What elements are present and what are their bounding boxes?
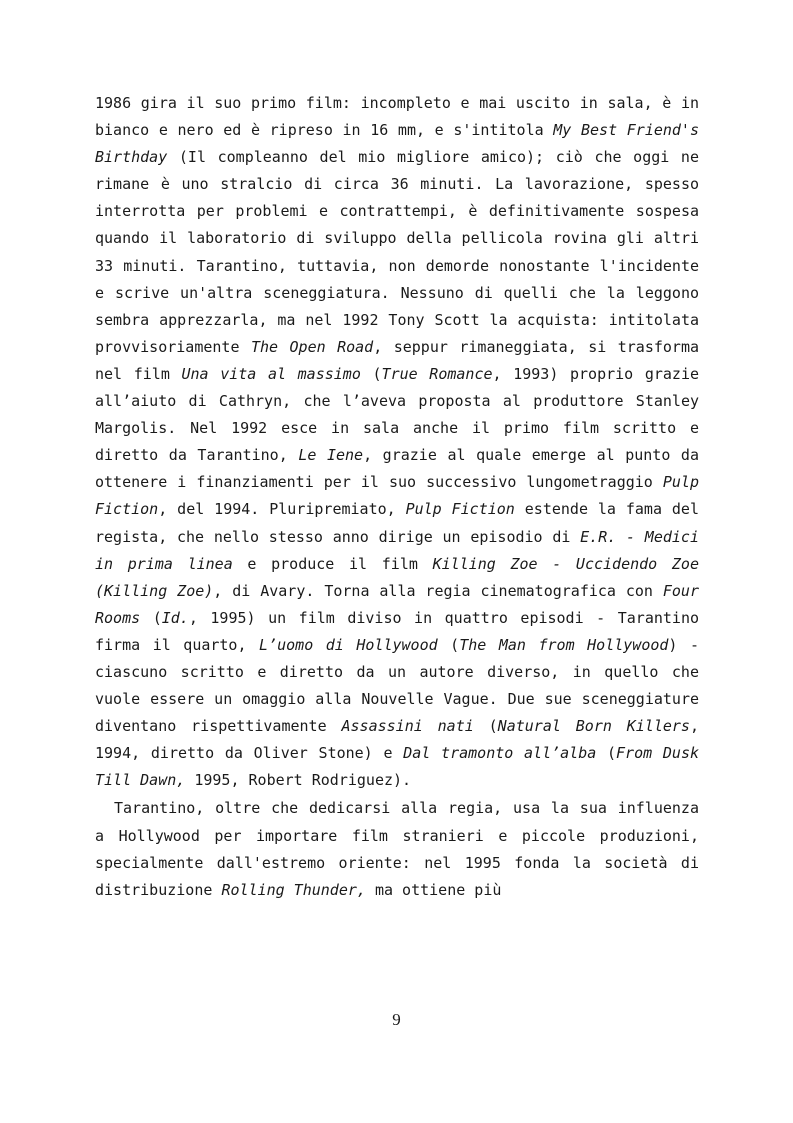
italic-text: Natural Born Killers (497, 717, 690, 736)
italic-text: My Best Friend's Birthday (95, 121, 699, 167)
text-run: , 1993) proprio grazie all’aiuto di Cathryn, che l’aveva proposta al produttore Stanley Margolis. Nel 1992 esce in sala anche il primo film scritto e diretto da Tarantino, (95, 364, 700, 465)
paragraph (95, 795, 699, 903)
page-number: 9 (392, 1010, 401, 1029)
text-run: ( (437, 635, 460, 654)
italic-text: Four Rooms (95, 581, 699, 627)
text-run: estende la fama del regista, che nello stesso anno dirige un episodio di (95, 500, 699, 546)
text-run: 1986 gira il suo primo film: incompleto e mai uscito in sala, è in bianco e nero ed è ripreso in 16 mm, e s'intitola (95, 94, 699, 140)
italic-text: L’uomo di Hollywood (259, 635, 438, 654)
text-run: ( (140, 608, 162, 627)
text-run: (Il compleanno del mio migliore amico); ciò che oggi ne rimane è uno stralcio di circa 36 minuti. La lavorazione, spesso interrotta per problemi e contrattempi, è definitivamente sospesa quando il laboratorio di sviluppo della pellicola rovina gli altri 33 minuti. Tarantino, tuttavia, non demorde nonostante l'incidente e scrive un'altra sceneggiatura. Nessuno di quelli che la leggono sembra apprezzarla, ma nel 1992 Tony Scott la acquista: intitolata provvisoriamente (95, 148, 699, 356)
body-text (95, 90, 699, 904)
text-run: , 1995) un film diviso in quattro episodi - Tarantino firma il quarto, (95, 608, 700, 654)
italic-text: Assassini nati (341, 717, 474, 736)
text-run: Tarantino, oltre che dedicarsi alla regia, usa la sua influenza a Hollywood per importare film stranieri e piccole produzioni, specialmente dall'estremo oriente: nel 1995 fonda la società di distribuzione (95, 799, 699, 899)
italic-text: Le Iene (298, 446, 364, 465)
text-run: ) - ciascuno scritto e diretto da un autore diverso, in quello che vuole essere un omaggio alla Nouvelle Vague. Due sue sceneggiature diventano rispettivamente (95, 635, 700, 736)
italic-text: Pulp Fiction (405, 500, 515, 519)
paragraph (95, 90, 699, 794)
italic-text: E.R. - Medici in prima linea (95, 527, 699, 573)
text-run: , seppur rimaneggiata, si trasforma nel film (95, 337, 700, 383)
text-run: ( (596, 744, 617, 763)
text-run: 1995, Robert Rodriguez). (185, 771, 412, 790)
text-run: e produce il film (232, 554, 433, 573)
italic-text: Rolling Thunder, (221, 880, 366, 899)
italic-text: Id. (161, 608, 189, 627)
italic-text: Una vita al massimo (181, 364, 361, 383)
text-run: ( (360, 364, 382, 383)
text-run: , grazie al quale emerge al punto da ottenere i finanziamenti per il suo successivo lungometraggio (95, 446, 699, 492)
italic-text: The Open Road (250, 337, 374, 356)
text-run: , di Avary. Torna alla regia cinematografica con (213, 581, 663, 600)
italic-text: Pulp Fiction (95, 473, 699, 519)
italic-text: Killing Zoe - Uccidendo Zoe (Killing Zoe) (95, 554, 699, 600)
text-run: ( (473, 717, 498, 736)
text-run: ma ottiene più (365, 880, 502, 899)
italic-text: From Dusk Till Dawn, (95, 744, 700, 790)
italic-text: True Romance (381, 364, 493, 383)
italic-text: Dal tramonto all’alba (403, 744, 597, 763)
text-run: , del 1994. Pluripremiato, (158, 500, 406, 519)
italic-text: The Man from Hollywood (459, 635, 669, 654)
text-run: , 1994, diretto da Oliver Stone) e (95, 717, 699, 763)
